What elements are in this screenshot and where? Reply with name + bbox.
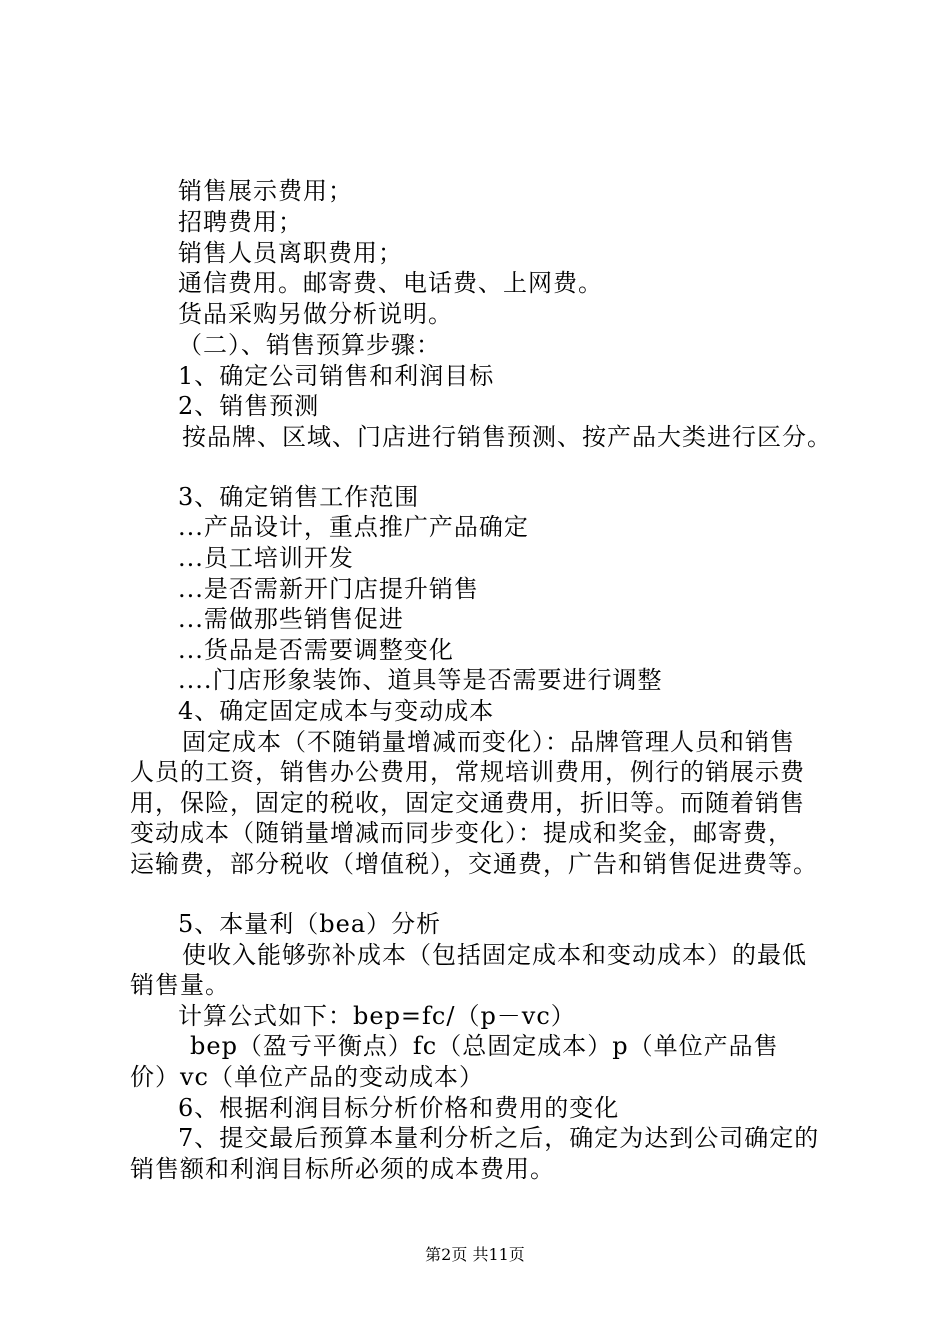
text-line: 销售量。: [130, 971, 230, 999]
text-line: 7、提交最后预算本量利分析之后，确定为达到公司确定的: [178, 1124, 820, 1152]
text-line: 销售展示费用；: [178, 177, 353, 205]
text-line: 6、根据利润目标分析价格和费用的变化: [178, 1094, 620, 1122]
text-line: ....门店形象装饰、道具等是否需要进行调整: [178, 666, 663, 694]
text-line: ...产品设计，重点推广产品确定: [178, 513, 529, 541]
text-line: 运输费，部分税收（增值税），交通费，广告和销售促进费等。: [130, 850, 818, 878]
text-line: 5、本量利（bea）分析: [178, 910, 442, 938]
text-line: 1、确定公司销售和利润目标: [178, 362, 495, 390]
text-line: 固定成本（不随销量增减而变化）：品牌管理人员和销售: [182, 728, 795, 756]
formula-line: 计算公式如下：bep=fc/（p－vc）: [178, 1002, 576, 1030]
text-line: 变动成本（随销量增减而同步变化）：提成和奖金，邮寄费，: [130, 819, 793, 847]
text-line: 用，保险，固定的税收，固定交通费用，折旧等。而随着销售: [130, 789, 805, 817]
section-heading: （二）、销售预算步骤：: [178, 331, 441, 359]
text-line: ...货品是否需要调整变化: [178, 636, 454, 664]
text-line: bep（盈亏平衡点）fc（总固定成本）p（单位产品售: [190, 1032, 779, 1060]
text-line: ...是否需新开门店提升销售: [178, 575, 479, 603]
text-line: 3、确定销售工作范围: [178, 483, 420, 511]
page-number-footer: 第2页 共11页: [425, 1245, 525, 1264]
text-line: 2、销售预测: [178, 392, 320, 420]
text-line: 使收入能够弥补成本（包括固定成本和变动成本）的最低: [182, 941, 807, 969]
text-line: 价）vc（单位产品的变动成本）: [130, 1063, 484, 1091]
text-line: 按品牌、区域、门店进行销售预测、按产品大类进行区分。: [182, 423, 832, 451]
text-line: 通信费用。邮寄费、电话费、上网费。: [178, 269, 603, 297]
text-line: 4、确定固定成本与变动成本: [178, 697, 495, 725]
text-line: 招聘费用；: [178, 208, 303, 236]
text-line: 货品采购另做分析说明。: [178, 300, 453, 328]
text-line: 销售额和利润目标所必须的成本费用。: [130, 1155, 555, 1183]
text-line: 人员的工资，销售办公费用，常规培训费用，例行的销展示费: [130, 758, 805, 786]
text-line: 销售人员离职费用；: [178, 239, 403, 267]
text-line: ...员工培训开发: [178, 544, 354, 572]
text-line: ...需做那些销售促进: [178, 605, 404, 633]
